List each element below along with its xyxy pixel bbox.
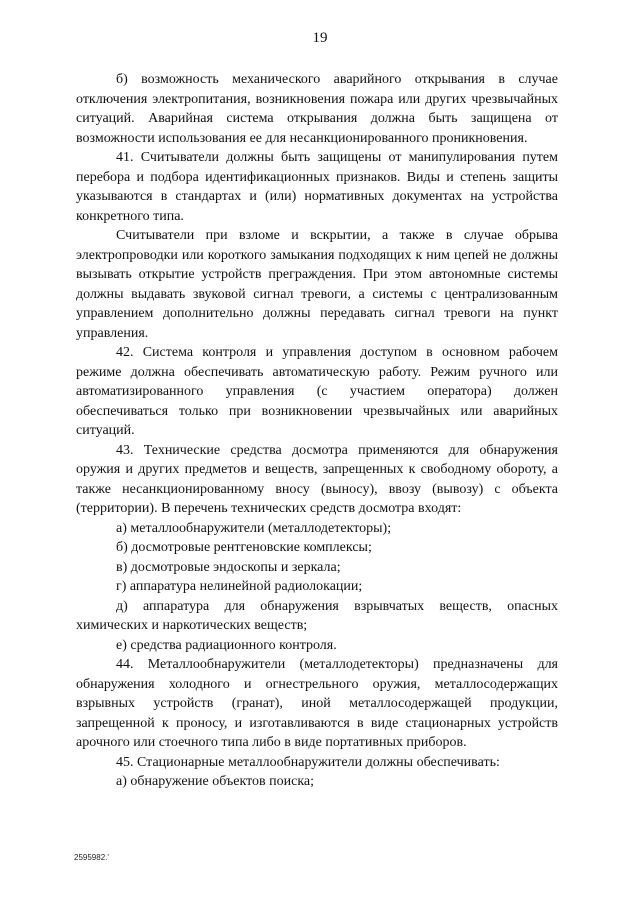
list-item-radiation-control: е) средства радиационного контроля. [116,637,337,653]
paragraph-41-readers-protection: 41. Считыватели должны быть защищены от манипулирования путем перебора и подбора идентификационных признаков. Виды и степень защиты указываются в стандартах и (или) нормативных документах на устройства конкретного типа. [76,150,558,224]
paragraph-45-stationary-detectors: 45. Стационарные металлообнаружители должны обеспечивать: [116,754,500,770]
paragraph-readers-tamper: Считыватели при взломе и вскрытии, а также в случае обрыва электропроводки или короткого замыкания подходящих к ним цепей не должны вызывать открытие устройств преграждения. При этом автономные системы должны выдавать звуковой сигнал тревоги, а системы с централизованным управлением дополнительно должны передавать сигнал тревоги на пункт управления. [76,228,558,341]
list-item-endoscopes: в) досмотровые эндоскопы и зеркала; [116,559,341,575]
paragraph-43-inspection-means: 43. Технические средства досмотра применяются для обнаружения оружия и других предметов и веществ, запрещенных к свободному обороту, а также несанкционированному вносу (выносу), ввозу (вывозу) с объекта (территории). В перечень технических средств досмотра входят: [76,442,558,516]
list-item-object-detection: а) обнаружение объектов поиска; [116,774,315,789]
paragraph-44-metal-detectors: 44. Металлообнаружители (металлодетекторы) предназначены для обнаружения холодного и огнестрельного оружия, металлосодержащих взрывных устройств (гранат), иной металлосодержащей продукции, запрещенной к проносу, и изготавливаются в виде стационарных устройств арочного или стоечного типа либо в виде портативных приборов. [76,657,558,750]
list-item-metal-detectors: а) металлообнаружители (металлодетекторы); [116,520,392,536]
paragraph-emergency-opening: б) возможность механического аварийного открывания в случае отключения электропитания, возникновения пожара или других чрезвычайных ситуаций. Аварийная система открывания должна быть защищена от возможности использования ее для несанкционированного проникновения. [76,72,558,146]
list-item-explosives-detection: д) аппаратура для обнаружения взрывчатых веществ, опасных химических и наркотических веществ; [76,598,558,633]
document-code: 2595982.' [74,853,109,862]
page-number: 19 [312,30,328,46]
paragraph-42-access-control: 42. Система контроля и управления доступом в основном рабочем режиме должна обеспечивать автоматическую работу. Режим ручного или автоматизированного управления (с участием оператора) должен обеспечиваться только при возникновении чрезвычайных или аварийных ситуаций. [76,345,558,438]
list-item-xray-complexes: б) досмотровые рентгеновские комплексы; [116,540,372,555]
page-body [76,70,558,792]
list-item-nonlinear-radar: г) аппаратура нелинейной радиолокации; [116,579,363,594]
